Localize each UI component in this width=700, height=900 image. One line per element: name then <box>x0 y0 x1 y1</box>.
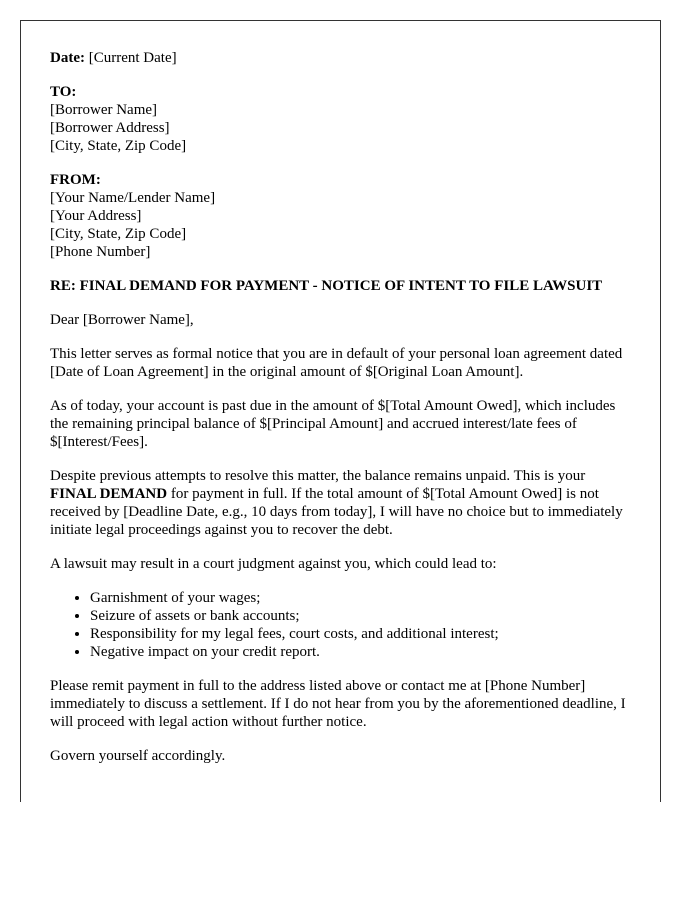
sender-block <box>50 171 632 261</box>
final-demand-text-after: for payment in full. If the total amount of $[Total Amount Owed] is not received by [Deadline Date, e.g., 10 days from today], I will have no choice but to immediately initiate legal proceedings against you to recover the debt. <box>50 486 623 538</box>
paragraph-remit-payment: Please remit payment in full to the address listed above or contact me at [Phone Number] immediately to discuss a settlement. If I do not hear from you by the aforementioned deadline, I will proceed with legal action without further notice. <box>50 678 626 730</box>
paragraph-amount-owed: As of today, your account is past due in the amount of $[Total Amount Owed], which includes the remaining principal balance of $[Principal Amount] and accrued interest/late fees of $[Interest/Fees]. <box>50 398 616 450</box>
recipient-address: [Borrower Address] <box>50 120 170 136</box>
consequences-list <box>50 589 632 661</box>
list-item: • Garnishment of your wages; <box>90 589 632 607</box>
sender-city-state-zip: [City, State, Zip Code] <box>50 226 187 242</box>
list-item: • Negative impact on your credit report. <box>90 643 632 661</box>
from-label: FROM: <box>50 172 101 188</box>
date-block <box>50 49 632 67</box>
to-label: TO: <box>50 84 77 100</box>
recipient-name: [Borrower Name] <box>50 102 158 118</box>
sender-address: [Your Address] <box>50 208 142 224</box>
demand-letter <box>20 20 661 802</box>
date-value: [Current Date] <box>88 50 177 66</box>
recipient-city-state-zip: [City, State, Zip Code] <box>50 138 187 154</box>
closing-line: Govern yourself accordingly. <box>50 748 226 764</box>
sender-name: [Your Name/Lender Name] <box>50 190 216 206</box>
subject-line: RE: FINAL DEMAND FOR PAYMENT - NOTICE OF INTENT TO FILE LAWSUIT <box>50 278 603 294</box>
list-item: • Responsibility for my legal fees, court costs, and additional interest; <box>90 625 632 643</box>
paragraph-final-demand <box>50 467 632 539</box>
paragraph-default-notice: This letter serves as formal notice that you are in default of your personal loan agreement dated [Date of Loan Agreement] in the original amount of $[Original Loan Amount]. <box>50 346 623 380</box>
final-demand-text-before: Despite previous attempts to resolve this matter, the balance remains unpaid. This is your <box>50 468 586 484</box>
salutation: Dear [Borrower Name], <box>50 312 194 328</box>
list-item: • Seizure of assets or bank accounts; <box>90 607 632 625</box>
recipient-block <box>50 83 632 155</box>
paragraph-lawsuit-intro: A lawsuit may result in a court judgment against you, which could lead to: <box>50 556 497 572</box>
date-label: Date: <box>50 50 85 66</box>
final-demand-emphasis: FINAL DEMAND <box>50 486 168 502</box>
sender-phone: [Phone Number] <box>50 244 151 260</box>
